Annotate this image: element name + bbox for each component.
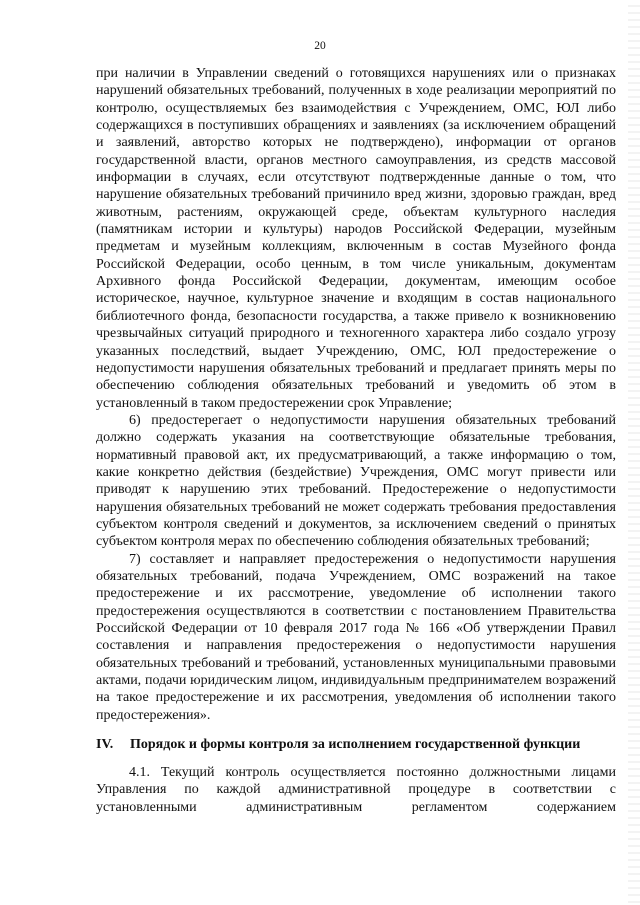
document-body <box>96 65 616 816</box>
section-title: Порядок и формы контроля за исполнением государственной функции <box>130 737 581 753</box>
paragraph-preventive-warning-conditions: при наличии в Управлении сведений о готовящихся нарушениях или о признаках нарушений обязательных требований, полученных в ходе реализации мероприятий по контролю, осуществляемых без взаимодействия с Учреждением, ОМС, ЮЛ либо содержащихся в поступивших обращениях и заявлениях (за исключением обращений и заявлений, авторство которых не подтверждено), информации от органов государственной власти, органов местного самоуправления, из средств массовой информации в случаях, если отсутствуют подтвержденные данные о том, что нарушение обязательных требований причинило вред жизни, здоровью граждан, вред животным, растениям, окружающей среде, объектам культурного наследия (памятникам истории и культуры) народов Российской Федерации, музейным предметам и музейным коллекциям, включенным в состав Музейного фонда Российской Федерации, особо ценным, в том числе уникальным, документам Архивного фонда Российской Федерации, документам, имеющим особое историческое, научное, культурное значение и входящим в состав национального библиотечного фонда, безопасности государства, а также привело к возникновению чрезвычайных ситуаций природного и техногенного характера либо создало угрозу указанных последствий, выдает Учреждению, ОМС, ЮЛ предостережение о недопустимости нарушения обязательных требований и предлагает принять меры по обеспечению соблюдения обязательных требований и уведомить об этом в установленный в таком предостережении срок Управление; <box>96 66 616 411</box>
paragraph-item-7: 7) составляет и направляет предостережения о недопустимости нарушения обязательных требований, подача Учреждением, ОМС возражений на такое предостережение и их рассмотрение, уведомление об исполнении такого предостережения осуществляются в соответствии с постановлением Правительства Российской Федерации от 10 февраля 2017 года № 166 «Об утверждении Правил составления и направления предостережения о недопустимости нарушения обязательных требований и требований, установленных муниципальными правовыми актами, подачи юридическим лицом, индивидуальным предпринимателем возражений на такое предостережение и их рассмотрения, уведомления об исполнении такого предостережения». <box>96 551 616 723</box>
scan-edge-strip <box>628 0 640 905</box>
section-heading <box>96 736 616 754</box>
page-number: 20 <box>314 40 326 52</box>
paragraph-4-1: 4.1. Текущий контроль осуществляется постоянно должностными лицами Управления по каждой административной процедуре в соответствии с установленными административным регламентом содержанием <box>96 765 616 815</box>
section-number: IV. <box>96 737 114 753</box>
paragraph-item-6: 6) предостерегает о недопустимости нарушения обязательных требований должно содержать указания на соответствующие обязательные требования, нормативный правовой акт, их предусматривающий, а также информацию о том, какие конкретно действия (бездействие) Учреждения, ОМС могут привести или приводят к нарушению этих требований. Предостережение о недопустимости нарушения обязательных требований не может содержать требования предоставления субъектом контроля сведений и документов, за исключением сведений о принятых субъектом контроля мерах по обеспечению соблюдения обязательных требований; <box>96 412 616 550</box>
